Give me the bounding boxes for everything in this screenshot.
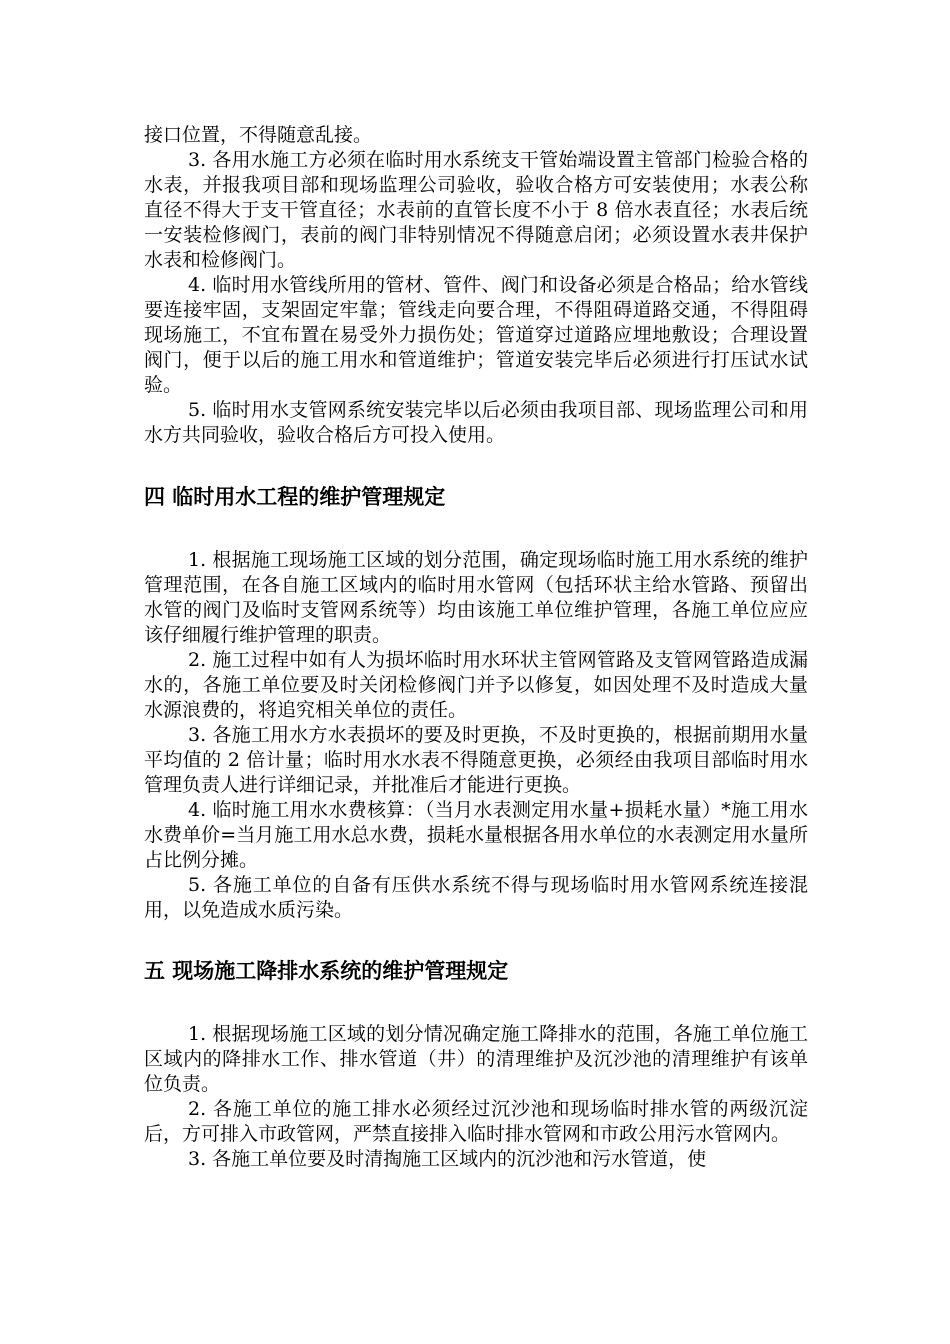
paragraph-item-3: 3. 各用水施工方必须在临时用水系统支干管始端设置主管部门检验合格的水表，并报我项目部和现场监理公司验收，验收合格方可安装使用；水表公称直径不得大于支干管直径；水表前的直管长度不小于 8 倍水表直径；水表后统一安装检修阀门，表前的阀门非特别情况不得随意启闭；必须设置水表井保护水表和检修阀门。 <box>144 149 808 271</box>
paragraph-item-3: 3. 各施工用水方水表损坏的要及时更换，不及时更换的，根据前期用水量平均值的 2 倍计量；临时用水水表不得随意更换，必须经由我项目部临时用水管理负责人进行详细记录，并批准后才能进行更换。 <box>144 724 808 796</box>
paragraph-continuation: 接口位置，不得随意乱接。 <box>144 124 373 146</box>
spacer <box>144 986 808 1022</box>
paragraph-item-2: 2. 施工过程中如有人为损坏临时用水环状主管网管路及支管网管路造成漏水的，各施工单位要及时关闭检修阀门并予以修复，如因处理不及时造成大量水源浪费的，将追究相关单位的责任。 <box>144 649 808 721</box>
paragraph-item-4: 4. 临时用水管线所用的管材、管件、阀门和设备必须是合格品；给水管线要连接牢固，支架固定牢靠；管线走向要合理，不得阻碍道路交通，不得阻碍现场施工，不宜布置在易受外力损伤处；管道穿过道路应埋地敷设；合理设置阀门，便于以后的施工用水和管道维护；管道安装完毕后必须进行打压试水试验。 <box>144 274 808 396</box>
paragraph-item-2: 2. 各施工单位的施工排水必须经过沉沙池和现场临时排水管的两级沉淀后，方可排入市政管网，严禁直接排入临时排水管网和市政公用污水管网内。 <box>144 1098 808 1145</box>
section-heading-5: 五 现场施工降排水系统的维护管理规定 <box>144 959 509 983</box>
spacer <box>144 448 808 482</box>
paragraph-item-4: 4. 临时施工用水水费核算：（当月水表测定用水量+损耗水量）*施工用水水费单价=当月施工用水总水费，损耗水量根据各用水单位的水表测定用水量所占比例分摊。 <box>144 799 808 871</box>
document-body <box>144 123 808 1172</box>
paragraph-item-1: 1. 根据施工现场施工区域的划分范围，确定现场临时施工用水系统的维护管理范围，在各自施工区域内的临时用水管网（包括环状主给水管路、预留出水管的阀门及临时支管网系统等）均由该施工单位维护管理，各施工单位应应该仔细履行维护管理的职责。 <box>144 549 808 646</box>
paragraph-item-1: 1. 根据现场施工区域的划分情况确定施工降排水的范围，各施工单位施工区域内的降排水工作、排水管道（井）的清理维护及沉沙池的清理维护有该单位负责。 <box>144 1023 808 1095</box>
spacer <box>144 923 808 956</box>
paragraph-item-3: 3. 各施工单位要及时清掏施工区域内的沉沙池和污水管道，使 <box>188 1148 707 1170</box>
section-heading-4: 四 临时用水工程的维护管理规定 <box>144 485 446 509</box>
spacer <box>144 512 808 548</box>
paragraph-item-5: 5. 临时用水支管网系统安装完毕以后必须由我项目部、现场监理公司和用水方共同验收，验收合格后方可投入使用。 <box>144 399 808 446</box>
paragraph-item-5: 5. 各施工单位的自备有压供水系统不得与现场临时用水管网系统连接混用，以免造成水质污染。 <box>144 874 808 921</box>
